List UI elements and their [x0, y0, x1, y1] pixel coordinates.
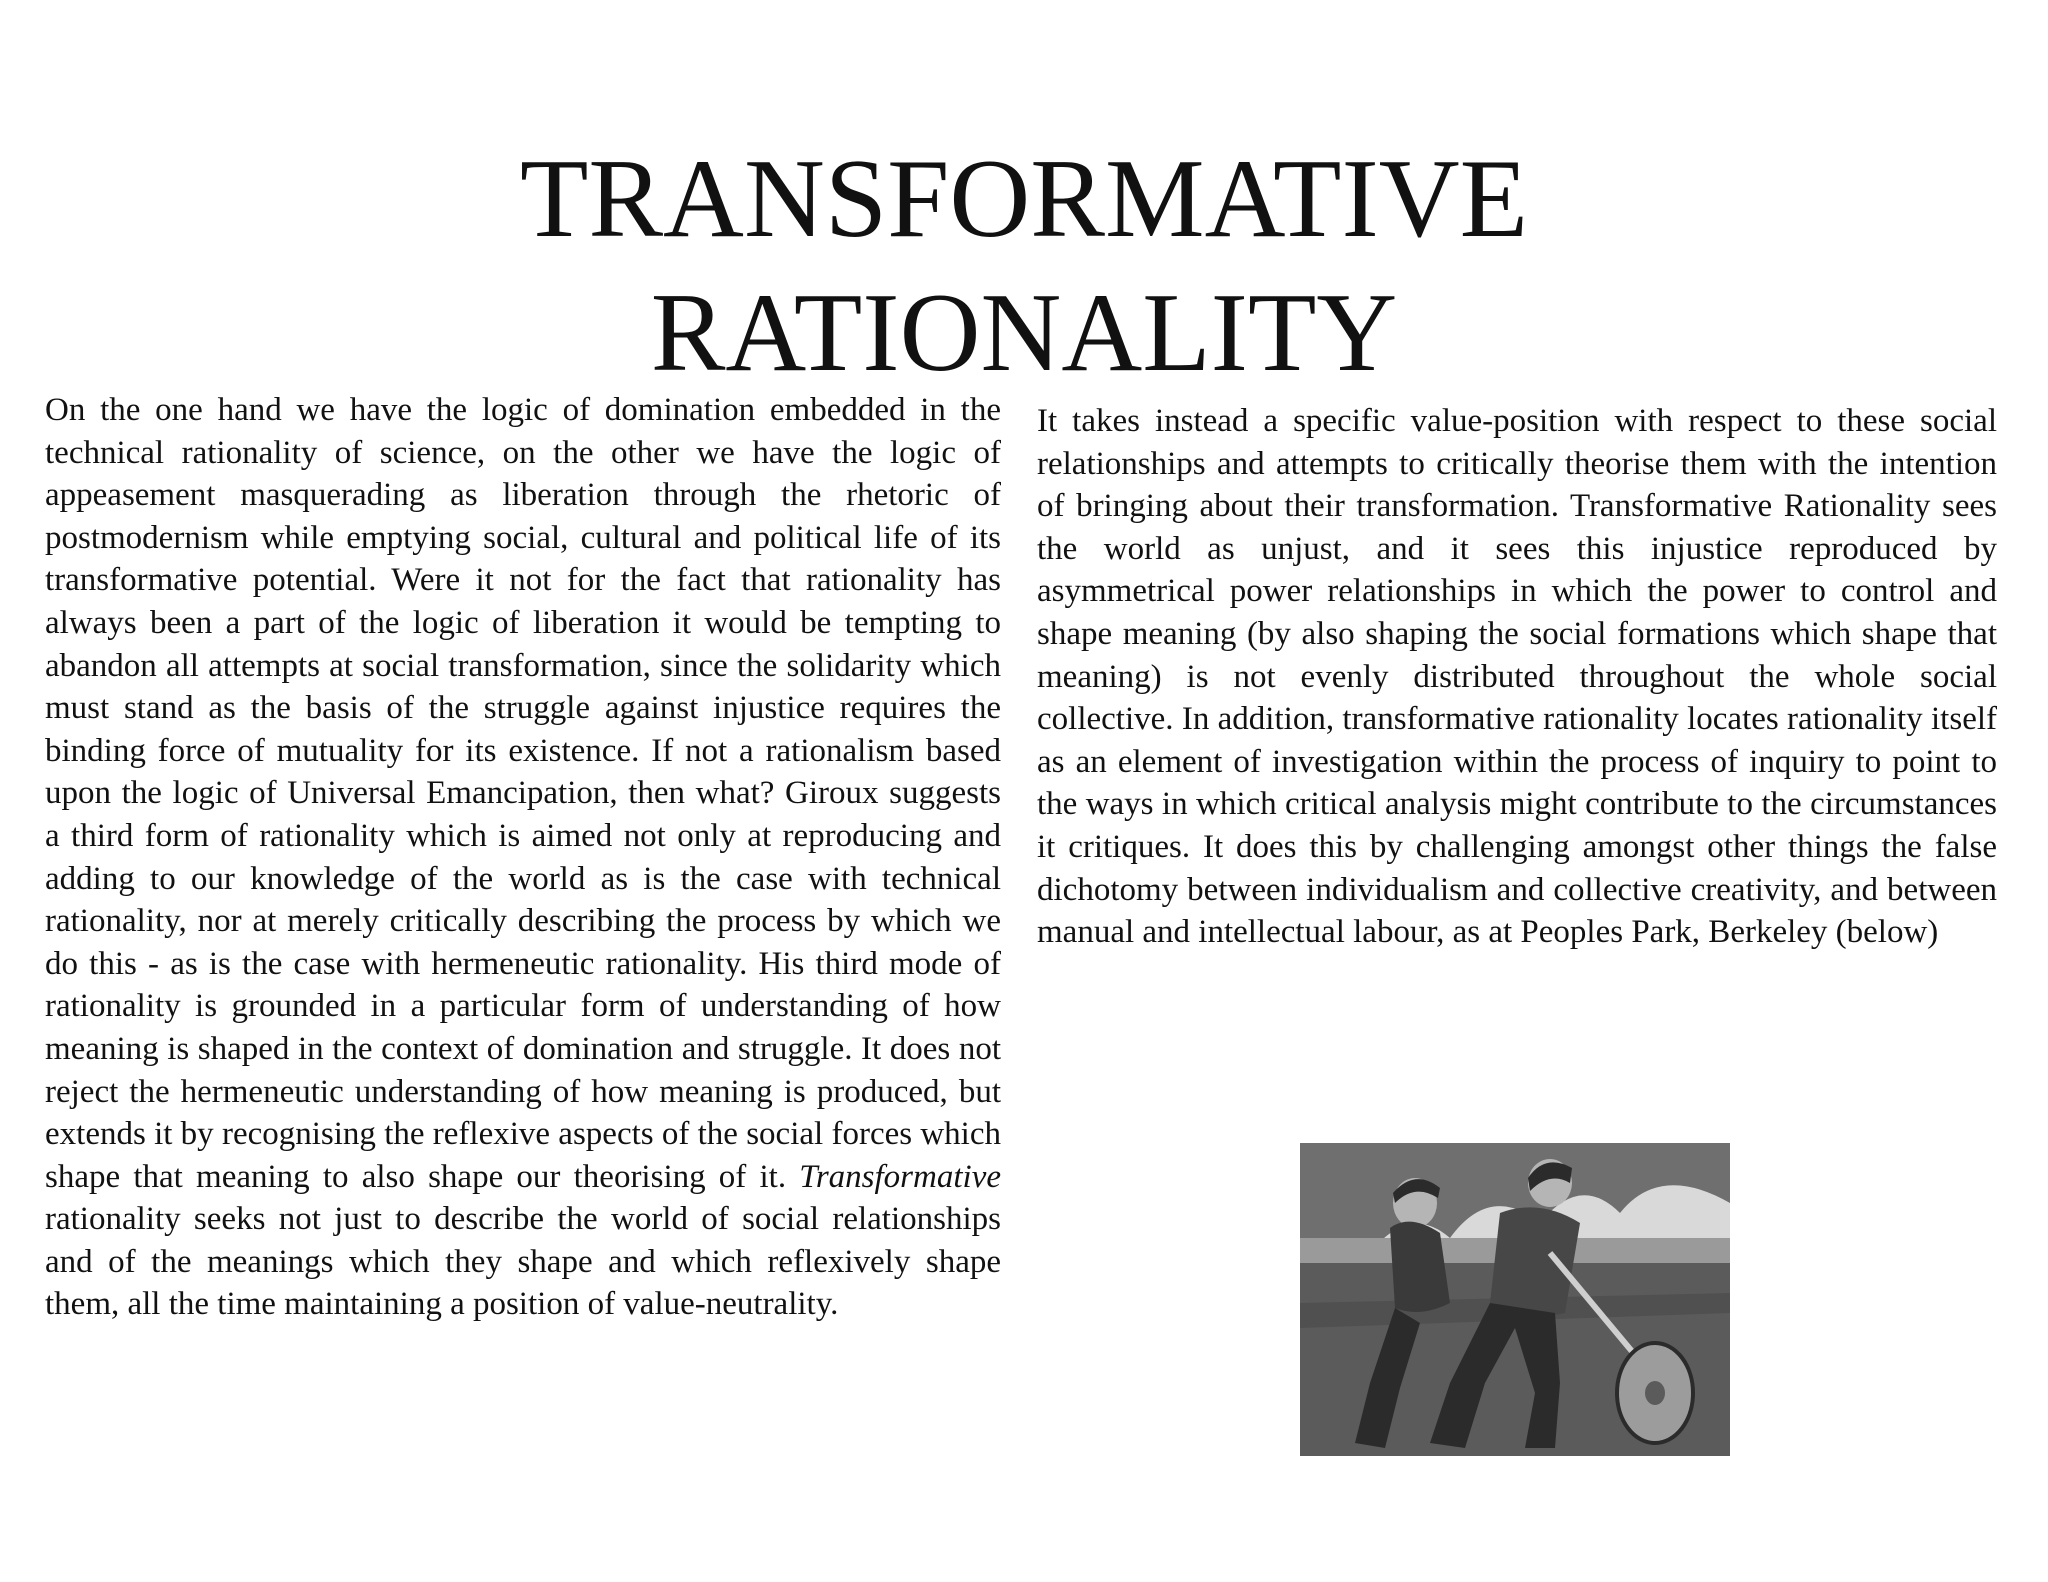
left-column-text-part-1: On the one hand we have the logic of domination embedded in the technical rationality of science, on the other we have the logic of appeasement masquerading as liberation through the rhetoric of postmodernism while emptying social, cultural and political life of its transformative potential. Were it not for the fact that rationality has always been a part of the logic of liberation it would be tempting to abandon all attempts at social transformation, since the solidarity which must stand as the basis of the struggle against injustice requires the binding force of mutuality for its existence. If not a rationalism based upon the logic of Universal Emancipation, then what? Giroux suggests a third form of rationality which is aimed not only at reproducing and adding to our knowledge of the world as is the case with technical rationality, nor at merely critically describing the process by which we do this - as is the case with hermeneutic rationality. His third mode of rationality is grounded in a particular form of understanding of how meaning is shaped in the context of domination and struggle. It does not reject the hermeneutic understanding of how meaning is produced, but extends it by recognising the reflexive aspects of the social forces which shape that meaning to also shape our theorising of it.	[45, 392, 1001, 1195]
photo-right-figure-body	[1490, 1207, 1580, 1316]
page-title-line-2: RATIONALITY	[650, 271, 1398, 395]
right-column-text: It takes instead a specific value-position with respect to these social relationships and attempts to critically theorise them with the intention of bringing about their transformation. Transformative Rationality sees the world as unjust, and it sees this injustice reproduced by asymmetrical power relationships in which the power to control and shape meaning (by also shaping the social formations which shape that meaning) is not evenly distributed throughout the whole social collective. In addition, transformative rationality locates rationality itself as an element of investigation within the process of inquiry to point to the ways in which critical analysis might contribute to the circumstances it critiques. It does this by challenging amongst other things the false dichotomy between individualism and collective creativity, and between manual and intellectual labour, as at Peoples Park, Berkeley (below)	[1037, 403, 1997, 951]
peoples-park-photo	[1300, 1143, 1730, 1456]
photo-roller-hub	[1645, 1381, 1665, 1405]
page-title-line-1: TRANSFORMATIVE	[519, 137, 1529, 261]
left-column-text	[45, 389, 1001, 1326]
left-column-text-part-2: rationality seeks not just to describe the world of social relationships and of the meanings which they shape and which reflexively shape them, all the time maintaining a position of value-neutrality.	[45, 1201, 1001, 1323]
peoples-park-photo-drawing	[1300, 1143, 1730, 1456]
page-title	[0, 132, 2048, 400]
left-column-italic-word: Transformative	[799, 1158, 1001, 1195]
